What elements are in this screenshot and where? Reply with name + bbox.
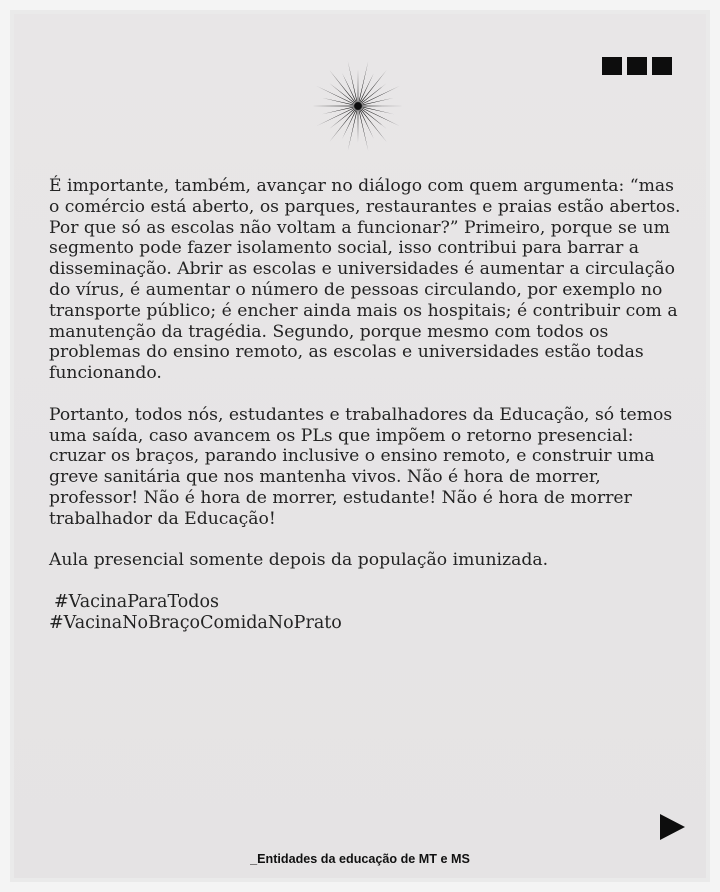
footer-signature: _Entidades da educação de MT e MS — [250, 852, 470, 866]
square-mark — [652, 57, 672, 75]
hashtag-vacina-no-braco: #VacinaNoBraçoComidaNoPrato — [49, 612, 342, 633]
square-mark — [627, 57, 647, 75]
sunburst-center — [354, 102, 362, 110]
square-mark — [602, 57, 622, 75]
hashtag-vacina-para-todos: #VacinaParaTodos — [54, 591, 220, 612]
three-squares-icon — [602, 57, 672, 75]
paragraph-1: É importante, também, avançar no diálogo com quem argumenta: “mas o comércio está aberto, os parques, restaurantes e praias estão abertos. Por que só as escolas não voltam a funcionar?” Primeiro, porque se um segmento pode fazer isolamento social, isso contribui para barrar a disseminação. Abrir as escolas e universidades é aumentar a circulação do vírus, é aumentar o número de pessoas circulando, por exemplo no transporte público; é encher ainda mais os hospitais; é contribuir com a manutenção da tragédia. Segundo, porque mesmo com todos os problemas do ensino remoto, as escolas e universidades estão todas funcionando. — [49, 176, 681, 384]
play-arrow-icon[interactable] — [660, 814, 685, 840]
paragraph-3: Aula presencial somente depois da população imunizada. — [49, 550, 549, 571]
body-text — [49, 176, 689, 634]
sunburst-icon — [310, 58, 406, 154]
paragraph-2: Portanto, todos nós, estudantes e trabalhadores da Educação, só temos uma saída, caso avancem os PLs que impõem o retorno presencial: cruzar os braços, parando inclusive o ensino remoto, e construir uma greve sanitária que nos mantenha vivos. Não é hora de morrer, professor! Não é hora de morrer, estudante! Não é hora de morrer trabalhador da Educação! — [49, 404, 673, 529]
